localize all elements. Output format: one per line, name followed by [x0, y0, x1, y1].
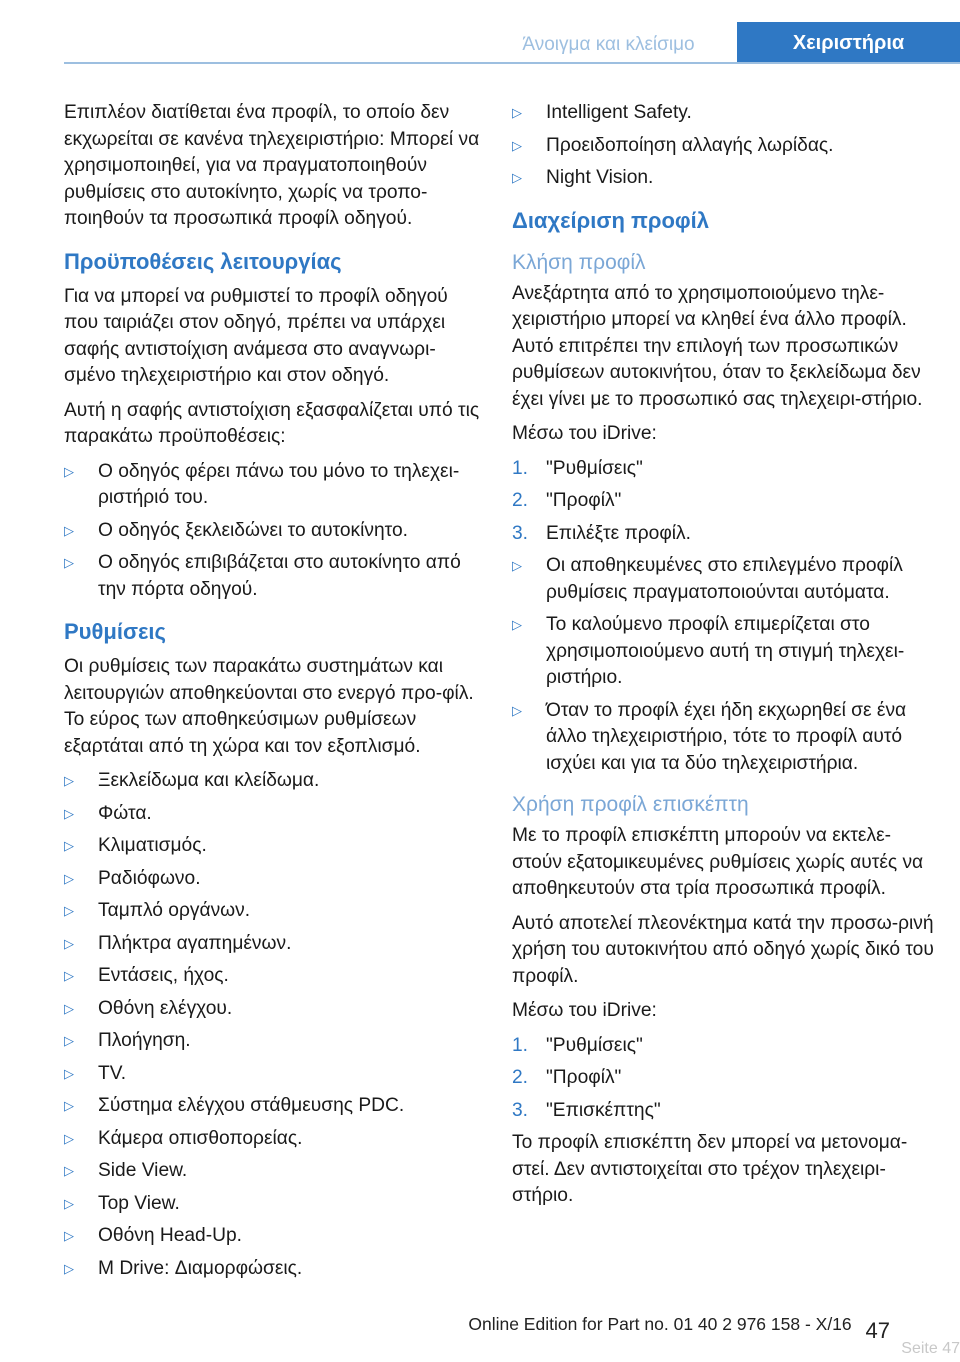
bullet-triangle-icon: ▷: [64, 1228, 74, 1243]
watermark: Seite 47: [901, 1340, 960, 1357]
bullet-triangle-icon: ▷: [64, 968, 74, 983]
settings-list-continued: [512, 100, 937, 192]
list-item: ▷ Πλοήγηση.: [64, 1028, 484, 1055]
list-item: ▷ Night Vision.: [512, 165, 937, 192]
guest-paragraph-3: Το προφίλ επισκέπτη δεν μπορεί να μετονομα‐στεί. Δεν αντιστοιχείται στο τρέχον τηλεχειρι‐στήριο.: [512, 1132, 908, 1206]
list-item: ▷ Ταμπλό οργάνων.: [64, 898, 484, 925]
list-item: 3. Επιλέξτε προφίλ.: [512, 522, 691, 544]
list-item: 2. "Προφίλ": [512, 1067, 622, 1088]
bullet-triangle-icon: ▷: [64, 1130, 74, 1146]
page-number: 47: [865, 1318, 890, 1343]
bullet-triangle-icon: ▷: [64, 870, 74, 886]
call-profile-notes: [512, 553, 937, 777]
bullet-triangle-icon: ▷: [512, 170, 522, 185]
prereq-list: [64, 459, 484, 604]
list-item: 1. "Ρυθμίσεις": [512, 1034, 643, 1056]
list-item: ▷ Ξεκλείδωμα και κλείδωμα.: [64, 768, 484, 795]
guest-paragraph-1: Με το προφίλ επισκέπτη μπορούν να εκτελε‐στούν εξατομικευμένες ρυθμίσεις χωρίς αυτές να αποθηκευτούν στα τρία προσωπικά προφίλ.: [512, 825, 924, 899]
header-rule: [64, 62, 960, 64]
list-item: ▷ Οθόνη Head-Up.: [64, 1223, 484, 1250]
list-item: ▷ Οι αποθηκευμένες στο επιλεγμένο προφίλ ρυθμίσεις πραγματοποιούνται αυτόματα.: [512, 555, 903, 603]
list-item: ▷ TV.: [64, 1061, 484, 1088]
left-column: [64, 100, 484, 1288]
guest-profile-steps: [512, 1033, 937, 1125]
guest-profile-heading: Χρήση προφίλ επισκέπτη: [512, 793, 749, 816]
prereq-paragraph-1: Για να μπορεί να ρυθμιστεί το προφίλ οδηγού που ταιριάζει στον οδηγό, πρέπει να υπάρχει σαφής αντιστοίχιση ανάμεσα στο αναγνωρι‐σμένο τηλεχειριστήριο και στον οδηγό.: [64, 285, 448, 386]
settings-paragraph: Οι ρυθμίσεις των παρακάτω συστημάτων και λειτουργιών αποθηκεύονται στο ενεργό προ‐φίλ. Το εύρος των αποθηκεύσιμων ρυθμίσεων εξαρτάται από τη χώρα και τον εξοπλισμό.: [64, 656, 474, 757]
right-column: [512, 100, 937, 1218]
intro-paragraph: Επιπλέον διατίθεται ένα προφίλ, το οποίο δεν εκχωρείται σε κανένα τηλεχειριστήριο: Μπορεί να χρησιμοποιηθεί, για να πραγματοποιηθούν ρυθμίσεις στο αυτοκίνητο, χωρίς να τροπο‐ποιηθούν τα προσωπικά προφίλ οδηγού.: [64, 102, 480, 229]
bullet-triangle-icon: ▷: [512, 137, 522, 153]
list-item: ▷ Το καλούμενο προφίλ επιμερίζεται στο χρησιμοποιούμενο αυτή τη στιγμή τηλεχει‐ριστήριο.: [512, 614, 905, 688]
list-item: 3. "Επισκέπτης": [512, 1099, 661, 1121]
call-profile-heading: Κλήση προφίλ: [512, 250, 646, 274]
list-item: ▷ Top View.: [64, 1191, 484, 1218]
bullet-triangle-icon: ▷: [64, 522, 74, 538]
settings-heading: Ρυθμίσεις: [64, 619, 166, 644]
list-item: ▷ Ο οδηγός φέρει πάνω του μόνο το τηλεχει‐ριστήριό του.: [64, 460, 460, 508]
list-item: ▷ Σύστημα ελέγχου στάθμευσης PDC.: [64, 1093, 484, 1120]
bullet-triangle-icon: ▷: [64, 1065, 74, 1081]
bullet-triangle-icon: ▷: [64, 1260, 74, 1276]
settings-list: [64, 768, 484, 1282]
list-item: ▷ Κάμερα οπισθοπορείας.: [64, 1126, 484, 1153]
footer-edition: Online Edition for Part no. 01 40 2 976 158 - X/16: [468, 1314, 852, 1334]
call-profile-paragraph: Ανεξάρτητα από το χρησιμοποιούμενο τηλε‐χειριστήριο μπορεί να κληθεί ένα άλλο προφίλ. Αυτό επιτρέπει την επιλογή των προσωπικών ρυθμίσεων αυτοκινήτου, όταν το ξεκλείδωμα δεν έχει γίνει με το προσωπικό σας τηλεχειρι‐στήριο.: [512, 282, 923, 410]
via-idrive-label: Μέσω του iDrive:: [512, 1000, 657, 1021]
list-item: ▷ Φώτα.: [64, 801, 484, 828]
prereq-paragraph-2: Αυτή η σαφής αντιστοίχιση εξασφαλίζεται υπό τις παρακάτω προϋποθέσεις:: [64, 399, 480, 447]
bullet-triangle-icon: ▷: [512, 702, 522, 718]
bullet-triangle-icon: ▷: [64, 773, 74, 788]
call-profile-steps: [512, 456, 937, 548]
bullet-triangle-icon: ▷: [64, 805, 74, 821]
list-item: 1. "Ρυθμίσεις": [512, 457, 643, 479]
bullet-triangle-icon: ▷: [64, 555, 74, 570]
list-item: ▷ Intelligent Safety.: [512, 100, 937, 127]
list-item: ▷ M Drive: Διαμορφώσεις.: [64, 1256, 484, 1283]
list-item: ▷ Εντάσεις, ήχος.: [64, 963, 484, 990]
bullet-triangle-icon: ▷: [64, 1000, 74, 1016]
profile-management-heading: Διαχείριση προφίλ: [512, 207, 709, 233]
prereq-heading: Προϋποθέσεις λειτουργίας: [64, 248, 342, 274]
bullet-triangle-icon: ▷: [64, 463, 74, 479]
via-idrive-label: Μέσω του iDrive:: [512, 423, 657, 444]
bullet-triangle-icon: ▷: [512, 617, 522, 632]
bullet-triangle-icon: ▷: [64, 838, 74, 853]
list-item: ▷ Πλήκτρα αγαπημένων.: [64, 931, 484, 958]
list-item: ▷ Ραδιόφωνο.: [64, 866, 484, 893]
bullet-triangle-icon: ▷: [64, 1033, 74, 1048]
guest-paragraph-2: Αυτό αποτελεί πλεονέκτημα κατά την προσω‐ρινή χρήση του αυτοκινήτου από οδηγό χωρίς δικό του προφίλ.: [512, 912, 934, 987]
bullet-triangle-icon: ▷: [512, 105, 522, 120]
list-item: ▷ Ο οδηγός ξεκλειδώνει το αυτοκίνητο.: [64, 518, 484, 545]
list-item: ▷ Όταν το προφίλ έχει ήδη εκχωρηθεί σε ένα άλλο τηλεχειριστήριο, τότε το προφίλ αυτό ισχύει και για τα δύο τηλεχειριστήρια.: [512, 699, 907, 774]
list-item: ▷ Ο οδηγός επιβιβάζεται στο αυτοκίνητο από την πόρτα οδηγού.: [64, 552, 461, 600]
bullet-triangle-icon: ▷: [64, 903, 74, 918]
list-item: ▷ Side View.: [64, 1158, 484, 1185]
bullet-triangle-icon: ▷: [64, 1195, 74, 1211]
bullet-triangle-icon: ▷: [64, 1163, 74, 1178]
list-item: 2. "Προφίλ": [512, 490, 622, 511]
list-item: ▷ Κλιματισμός.: [64, 833, 484, 860]
bullet-triangle-icon: ▷: [64, 935, 74, 951]
bullet-triangle-icon: ▷: [64, 1098, 74, 1113]
list-item: ▷ Οθόνη ελέγχου.: [64, 996, 484, 1023]
list-item: ▷ Προειδοποίηση αλλαγής λωρίδας.: [512, 133, 937, 160]
header-section-title: Άνοιγμα και κλείσιμο: [522, 34, 695, 55]
header-chapter-tab: Χειριστήρια: [737, 22, 960, 62]
bullet-triangle-icon: ▷: [512, 558, 522, 573]
